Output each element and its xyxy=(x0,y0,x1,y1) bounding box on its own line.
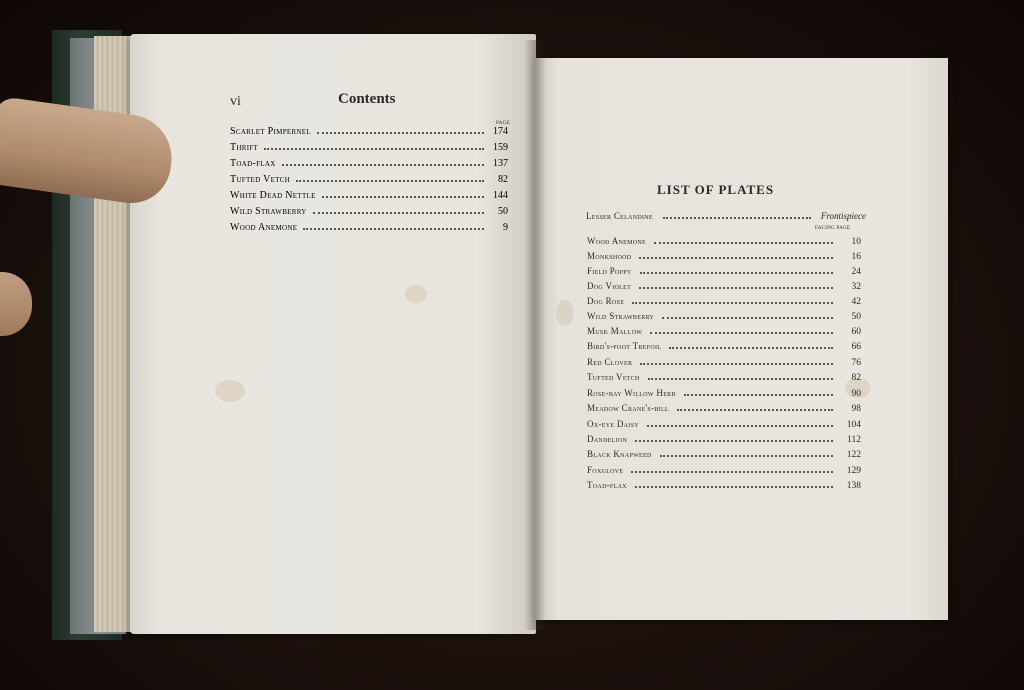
plate-page: 90 xyxy=(851,389,861,399)
plate-name: Tufted Vetch xyxy=(587,372,640,382)
plate-page: 66 xyxy=(851,342,861,352)
dot-leader xyxy=(635,433,833,442)
plate-entry xyxy=(587,402,861,417)
dot-leader xyxy=(639,250,833,259)
dot-leader xyxy=(663,210,811,219)
dot-leader xyxy=(677,402,833,411)
plate-entry xyxy=(587,235,861,250)
entry-name: Tufted Vetch xyxy=(230,174,291,185)
plate-entry xyxy=(587,325,861,340)
dot-leader xyxy=(640,356,833,365)
plate-name: Wild Strawberry xyxy=(587,311,655,321)
contents-entry xyxy=(230,220,508,235)
entry-name: Wood Anemone xyxy=(230,222,298,233)
plate-page: 82 xyxy=(851,373,861,383)
entry-page: 174 xyxy=(493,126,508,137)
contents-entry xyxy=(230,204,508,219)
entry-page: 144 xyxy=(493,190,508,201)
contents-entry xyxy=(230,140,508,155)
plate-page: 138 xyxy=(846,481,861,491)
plate-name: Toad-flax xyxy=(587,480,627,490)
contents-entry xyxy=(230,156,508,171)
plate-name: Musk Mallow xyxy=(587,326,643,336)
plate-entry xyxy=(587,448,861,463)
plate-entry xyxy=(587,310,861,325)
dot-leader xyxy=(296,172,484,182)
entry-page: 137 xyxy=(493,158,508,169)
plate-page: 24 xyxy=(851,267,861,277)
plate-name: Wood Anemone xyxy=(587,236,647,246)
plate-name: Red Clover xyxy=(587,357,633,367)
plate-entry xyxy=(587,433,861,448)
plate-name: Meadow Crane's-bill xyxy=(587,403,669,413)
dot-leader xyxy=(654,235,833,244)
dot-leader xyxy=(662,310,833,319)
holding-thumb xyxy=(0,272,32,336)
entry-page: 82 xyxy=(498,174,508,185)
plate-entry xyxy=(587,356,861,371)
dot-leader xyxy=(650,325,833,334)
plate-page: 60 xyxy=(851,327,861,337)
entry-page: 50 xyxy=(498,206,508,217)
entry-page: 9 xyxy=(503,222,508,233)
dot-leader xyxy=(313,204,484,214)
entry-name: Thrift xyxy=(230,142,259,153)
plate-entry xyxy=(587,464,861,479)
dot-leader xyxy=(648,371,833,380)
plate-page: 50 xyxy=(851,312,861,322)
plate-name: Monkshood xyxy=(587,251,632,261)
plate-page: 10 xyxy=(851,237,861,247)
dot-leader xyxy=(647,418,833,427)
entry-name: Wild Strawberry xyxy=(230,206,307,217)
entry-name: Scarlet Pimpernel xyxy=(230,126,311,137)
foxing-stain xyxy=(215,380,245,402)
entry-page: 159 xyxy=(493,142,508,153)
plate-page: 16 xyxy=(851,252,861,262)
plate-entry xyxy=(587,387,861,402)
plate-entry xyxy=(587,295,861,310)
dot-leader xyxy=(635,479,833,488)
dot-leader xyxy=(303,220,484,230)
dot-leader xyxy=(282,156,484,166)
foxing-stain xyxy=(556,300,574,326)
plate-page: 98 xyxy=(851,404,861,414)
plate-page: 42 xyxy=(851,297,861,307)
dot-leader xyxy=(631,464,833,473)
plate-name: Dog Rose xyxy=(587,296,625,306)
plate-entry xyxy=(587,340,861,355)
contents-entry xyxy=(230,124,508,139)
dot-leader xyxy=(669,340,833,349)
plate-page: 122 xyxy=(846,450,861,460)
dot-leader xyxy=(264,140,484,150)
page-column-label: PAGE xyxy=(496,121,511,126)
plate-name: Rose-bay Willow Herb xyxy=(587,388,676,398)
contents-entry xyxy=(230,172,508,187)
frontispiece-name: Lesser Celandine xyxy=(586,211,653,221)
plate-name: Dog Violet xyxy=(587,281,632,291)
contents-title: Contents xyxy=(338,91,396,107)
plate-page: 129 xyxy=(846,466,861,476)
book-gutter xyxy=(524,40,546,630)
entry-name: White Dead Nettle xyxy=(230,190,316,201)
plate-name: Bird's-foot Trefoil xyxy=(587,341,662,351)
plate-entry xyxy=(587,479,861,494)
facing-page-label: FACING PAGE xyxy=(815,226,851,231)
plate-page: 104 xyxy=(846,420,861,430)
frontispiece-label: Frontispiece xyxy=(820,211,866,221)
plate-name: Foxglove xyxy=(587,465,624,475)
plate-name: Black Knapweed xyxy=(587,449,652,459)
plate-entry xyxy=(587,371,861,386)
dot-leader xyxy=(317,124,484,134)
page-number: vi xyxy=(230,94,241,109)
frontispiece-entry xyxy=(586,210,866,224)
dot-leader xyxy=(660,448,833,457)
plate-page: 112 xyxy=(847,435,861,445)
dot-leader xyxy=(684,387,833,396)
plate-page: 76 xyxy=(851,358,861,368)
plate-name: Field Poppy xyxy=(587,266,632,276)
plates-title: LIST OF PLATES xyxy=(657,182,775,197)
contents-entry xyxy=(230,188,508,203)
plate-entry xyxy=(587,265,861,280)
dot-leader xyxy=(640,265,833,274)
plate-name: Dandelion xyxy=(587,434,628,444)
plate-entry xyxy=(587,418,861,433)
dot-leader xyxy=(632,295,833,304)
foxing-stain xyxy=(405,285,427,303)
plate-name: Ox-eye Daisy xyxy=(587,419,639,429)
dot-leader xyxy=(639,280,833,289)
dot-leader xyxy=(322,188,484,198)
plate-entry xyxy=(587,280,861,295)
plate-page: 32 xyxy=(851,282,861,292)
plate-entry xyxy=(587,250,861,265)
entry-name: Toad-flax xyxy=(230,158,276,169)
